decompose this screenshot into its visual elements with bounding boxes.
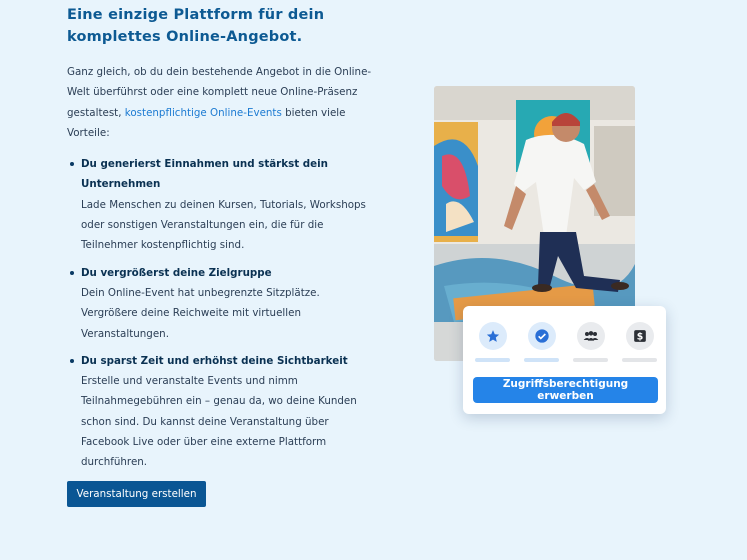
star-icon xyxy=(479,322,507,350)
feature-title: Du sparst Zeit und erhöhst deine Sichtbarkeit xyxy=(81,354,348,367)
feature-list xyxy=(67,154,372,472)
headline-line-1: Eine einzige Plattform für dein xyxy=(67,7,325,23)
feature-text: Dein Online-Event hat unbegrenzte Sitzplätze. Vergrößere deine Reichweite mit virtuellen Veranstaltungen. xyxy=(81,286,320,340)
placeholder-bar xyxy=(573,358,608,362)
feature-item-audience xyxy=(67,263,372,344)
create-event-button[interactable]: Veranstaltung erstellen xyxy=(67,481,206,507)
feature-title: Du generierst Einnahmen und stärkst dein Unternehmen xyxy=(81,158,328,191)
check-icon xyxy=(528,322,556,350)
content-column xyxy=(67,4,372,480)
feature-item-visibility xyxy=(67,351,372,473)
feature-text: Erstelle und veranstalte Events und nimm Teilnahmegebühren ein – genau da, wo deine Kunden schon sind. Du kannst deine Veranstaltung über Facebook Live oder über eine externe Plattform durchführen. xyxy=(81,375,357,469)
paid-events-link[interactable]: kostenpflichtige Online-Events xyxy=(124,106,282,119)
purchase-access-button[interactable]: Zugriffsberechtigung erwerben xyxy=(473,377,658,403)
svg-text:$: $ xyxy=(636,331,643,343)
feature-item-revenue xyxy=(67,154,372,255)
placeholder-bar xyxy=(622,358,657,362)
intro-text-before: Ganz gleich, ob du dein bestehende Angebot in die Online-Welt überführst oder eine komplett neue Online-Präsenz gestaltest, xyxy=(67,66,372,119)
headline-line-2: komplettes Online-Angebot. xyxy=(67,29,303,45)
access-card xyxy=(463,306,666,414)
icon-column xyxy=(573,322,608,362)
group-icon xyxy=(577,322,605,350)
icon-column xyxy=(475,322,510,362)
intro-text-after: bieten viele Vorteile: xyxy=(67,106,346,139)
feature-text: Lade Menschen zu deinen Kursen, Tutorials, Workshops oder sonstigen Veranstaltungen ein, die für die Teilnehmer kostenpflichtig sind. xyxy=(81,198,366,252)
card-icon-row xyxy=(475,322,657,362)
feature-title: Du vergrößerst deine Zielgruppe xyxy=(81,266,272,279)
dollar-icon xyxy=(626,322,654,350)
icon-column xyxy=(524,322,559,362)
placeholder-bar xyxy=(524,358,559,362)
placeholder-bar xyxy=(475,358,510,362)
icon-column xyxy=(622,322,657,362)
intro-paragraph xyxy=(67,62,372,143)
headline xyxy=(67,4,372,48)
